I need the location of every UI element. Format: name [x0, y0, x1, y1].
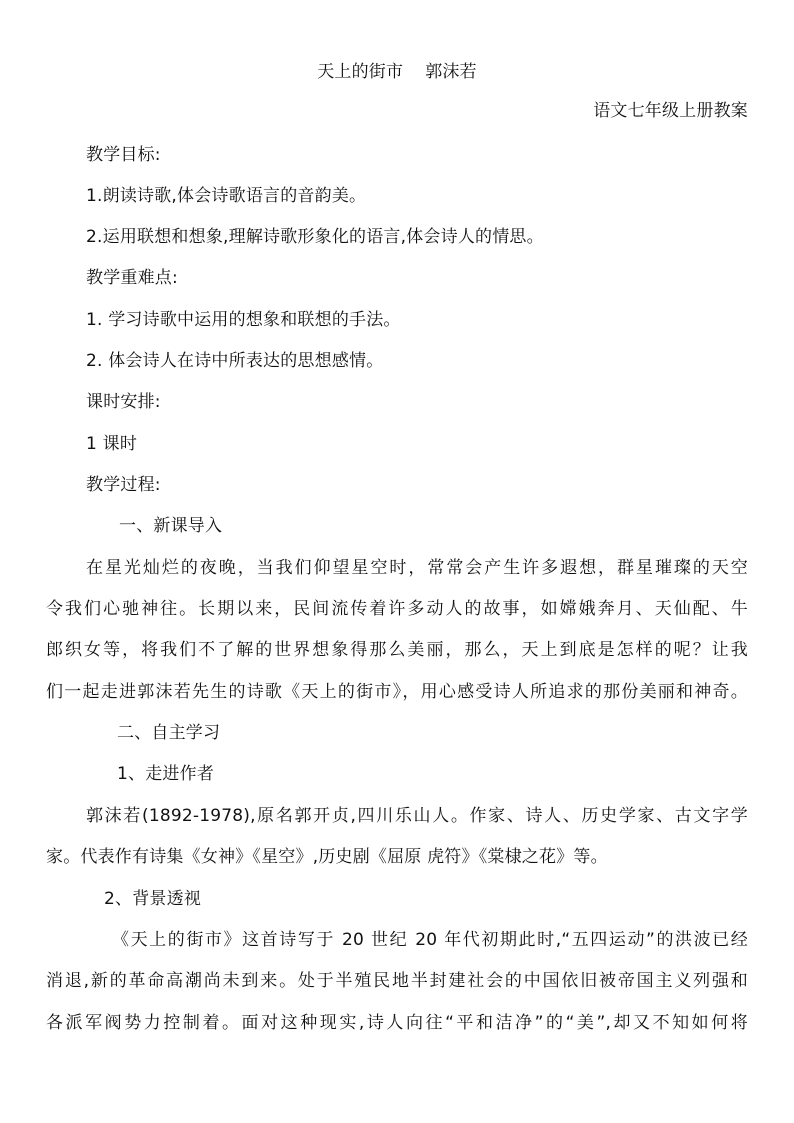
- objective-2: 2.运用联想和想象,理解诗歌形象化的语言,体会诗人的情思。: [86, 227, 544, 247]
- paragraph-line: 郭沫若(1892-1978),原名郭开贞,四川乐山人。作家、诗人、历史学家、古文字学: [86, 806, 748, 826]
- section-heading-key-points: 教学重难点:: [86, 268, 178, 288]
- title-text: 天上的街市: [317, 62, 404, 82]
- subsection-author: 1、走进作者: [117, 764, 215, 784]
- objective-1: 1.朗读诗歌,体会诗歌语言的音韵美。: [86, 186, 367, 206]
- page-title: [0, 62, 794, 82]
- subsection-self-study: 二、自主学习: [117, 723, 221, 743]
- key-point-1: 1. 学习诗歌中运用的想象和联想的手法。: [86, 310, 401, 330]
- paragraph-line: 各派军阀势力控制着。面对这种现实,诗人向往“平和洁净”的“美”,却又不知如何将: [46, 1013, 748, 1033]
- section-heading-schedule: 课时安排:: [86, 392, 161, 412]
- section-heading-process: 教学过程:: [86, 475, 161, 495]
- key-point-2: 2. 体会诗人在诗中所表达的思想感情。: [86, 351, 384, 371]
- paragraph-line: 在星光灿烂的夜晚，当我们仰望星空时，常常会产生许多遐想，群星璀璨的天空: [86, 558, 748, 578]
- paragraph-line: 们一起走进郭沫若先生的诗歌《天上的街市》，用心感受诗人所追求的那份美丽和神奇。: [46, 682, 748, 702]
- paragraph-line: 家。代表作有诗集《女神》《星空》,历史剧《屈原 虎符》《棠棣之花》等。: [46, 847, 608, 867]
- paragraph-line: 郎织女等，将我们不了解的世界想象得那么美丽，那么，天上到底是怎样的呢？让我: [46, 640, 748, 660]
- schedule-value: 1 课时: [86, 434, 138, 454]
- page-subtitle: 语文七年级上册教案: [593, 101, 748, 121]
- section-heading-objectives: 教学目标:: [86, 145, 161, 165]
- paragraph-line: 消退,新的革命高潮尚未到来。处于半殖民地半封建社会的中国依旧被帝国主义列强和: [46, 971, 748, 991]
- paragraph-line: 令我们心驰神往。长期以来，民间流传着许多动人的故事，如嫦娥奔月、天仙配、牛: [46, 599, 748, 619]
- subsection-background: 2、背景透视: [104, 889, 202, 909]
- title-author: 郭沫若: [425, 62, 477, 82]
- paragraph-line: 《天上的街市》这首诗写于 20 世纪 20 年代初期此时,“五四运动”的洪波已经: [112, 930, 748, 950]
- subsection-intro: 一、新课导入: [119, 516, 223, 536]
